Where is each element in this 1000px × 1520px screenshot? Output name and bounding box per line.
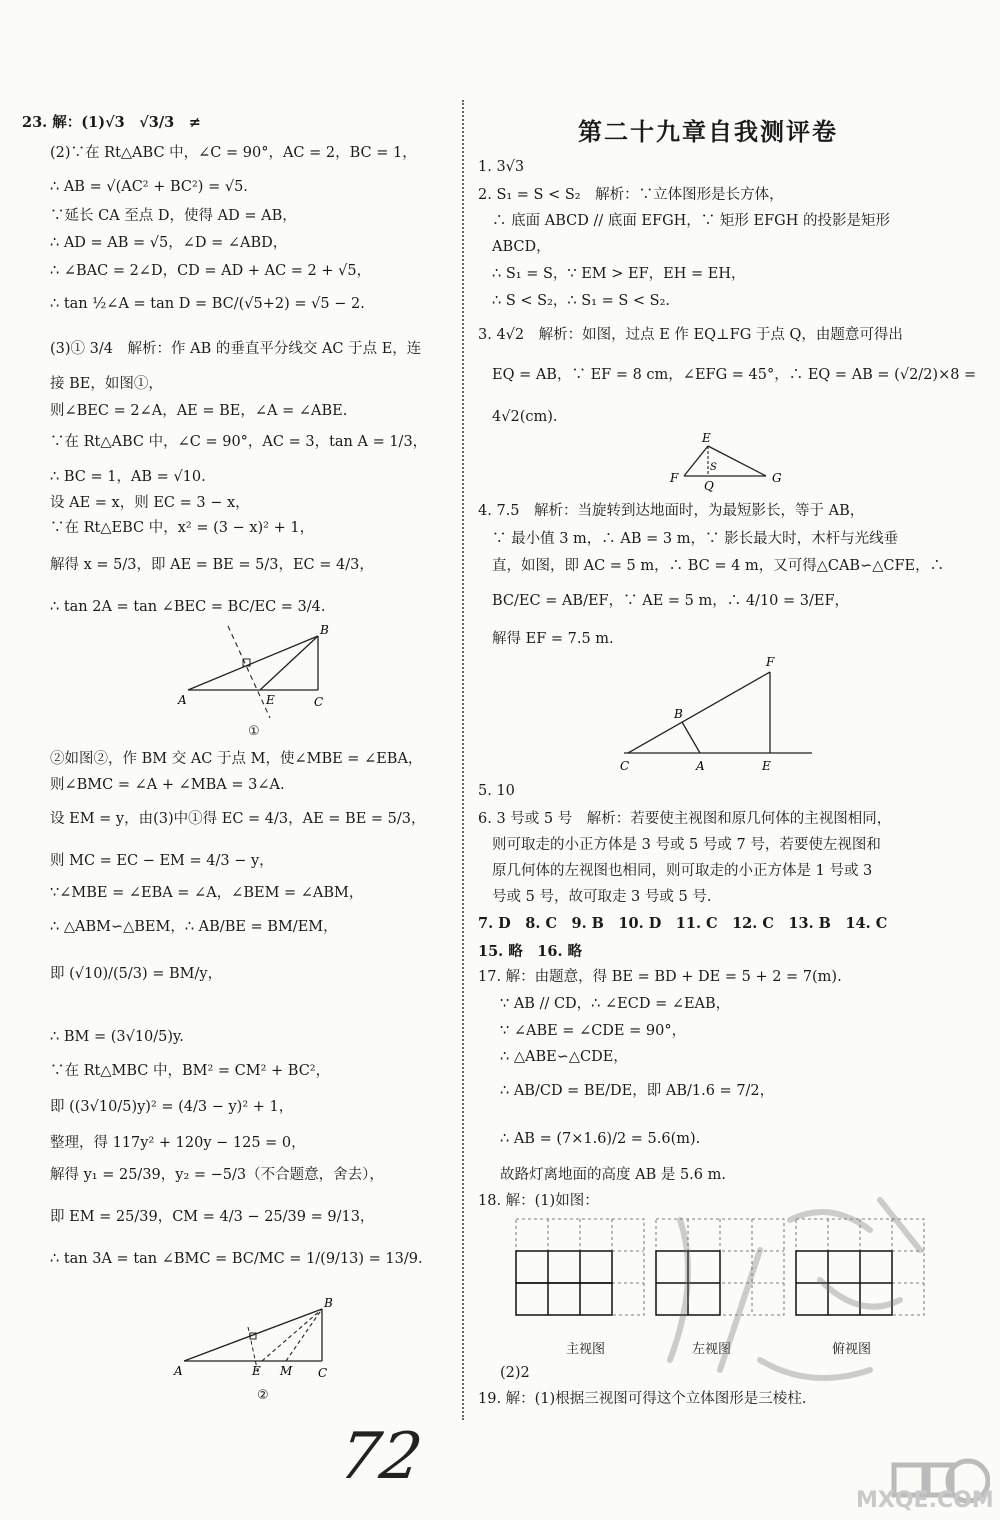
answer-line: 7. D 8. C 9. B 10. D 11. C 12. C 13. B 14. C — [478, 915, 888, 932]
q23-line: ∴ tan 2A = tan ∠BEC = BC/EC = 3/4. — [50, 599, 326, 615]
answer-line: 原几何体的左视图也相同，则可取走的小正方体是 1 号或 3 — [492, 863, 873, 879]
q23-line: 则∠BEC = 2∠A，AE = BE，∠A = ∠ABE. — [50, 403, 348, 419]
figure-4 — [620, 652, 820, 774]
watermark-stamp-icon — [640, 1160, 940, 1410]
figure-1-label: ① — [248, 724, 260, 739]
q23-line: 解得 y₁ = 25/39，y₂ = −5/3（不合题意，舍去）， — [50, 1167, 384, 1183]
q23-line: 则 MC = EC − EM = 4/3 − y， — [50, 853, 274, 869]
q23-line: ∵在 Rt△ABC 中，∠C = 90°，AC = 3，tan A = 1/3， — [50, 434, 428, 450]
q23-line: ∴ BM = (3√10/5)y. — [50, 1029, 184, 1045]
figure-2-label: ② — [257, 1388, 269, 1403]
q23-line: (3)① 3/4 解析：作 AB 的垂直平分线交 AC 于点 E，连 — [50, 341, 422, 357]
watermark-url: MXQE.COM — [856, 1488, 994, 1513]
answer-line: 19. 解：(1)根据三视图可得这个立体图形是三棱柱. — [478, 1391, 807, 1407]
svg-text:C: C — [314, 695, 324, 709]
left-view-label: 左视图 — [692, 1342, 732, 1357]
q23-line: ∵延长 CA 至点 D，使得 AD = AB， — [50, 208, 297, 224]
answer-line: ∴ S < S₂，∴ S₁ = S < S₂. — [492, 293, 670, 309]
answer-line: EQ = AB，∵ EF = 8 cm，∠EFG = 45°，∴ EQ = AB = (√2/2)×8 = — [492, 367, 977, 383]
q23-line: ∴ △ABM∽△BEM，∴ AB/BE = BM/EM， — [50, 919, 338, 935]
figure-2 — [170, 1295, 340, 1385]
svg-text:E: E — [762, 759, 771, 773]
svg-text:A: A — [178, 693, 187, 707]
handwritten-page-number: 72 — [334, 1420, 427, 1494]
svg-text:S: S — [710, 462, 717, 473]
svg-text:Q: Q — [704, 479, 714, 493]
figure-3 — [666, 432, 796, 494]
q23-line: ②如图②，作 BM 交 AC 于点 M，使∠MBE = ∠EBA， — [50, 751, 423, 767]
column-divider — [462, 100, 464, 1420]
q23-line: 即 (√10)/(5/3) = BM/y， — [50, 966, 223, 982]
answer-line: 直，如图，即 AC = 5 m，∴ BC = 4 m，又可得△CAB∽△CFE，∴ — [492, 558, 945, 574]
svg-text:B: B — [674, 707, 683, 721]
answer-line: 15. 略 16. 略 — [478, 943, 583, 960]
q23-line: 接 BE，如图①， — [50, 376, 163, 392]
q23-header: 23. 解：(1)√3 √3/3 ≠ — [22, 114, 201, 131]
top-view-label: 俯视图 — [832, 1342, 872, 1357]
q23-line: ∵在 Rt△MBC 中，BM² = CM² + BC²， — [50, 1063, 331, 1079]
q23-line: 整理，得 117y² + 120y − 125 = 0， — [50, 1135, 306, 1151]
q23-line: 解得 x = 5/3，即 AE = BE = 5/3，EC = 4/3， — [50, 557, 374, 573]
answer-line: ∴ △ABE∽△CDE， — [500, 1049, 628, 1065]
answer-line: 解得 EF = 7.5 m. — [492, 631, 614, 647]
svg-text:B: B — [324, 1296, 333, 1310]
answer-line: ∵ ∠ABE = ∠CDE = 90°， — [500, 1023, 687, 1039]
q23-line: ∴ tan 3A = tan ∠BMC = BC/MC = 1/(9/13) = 13/9. — [50, 1251, 423, 1267]
q23-line: ∵∠MBE = ∠EBA = ∠A，∠BEM = ∠ABM， — [50, 885, 364, 901]
q23-line: 即 ((3√10/5)y)² = (4/3 − y)² + 1， — [50, 1099, 294, 1115]
svg-text:E: E — [702, 432, 711, 445]
svg-text:G: G — [772, 471, 782, 485]
answer-line: ∵ 最小值 3 m，∴ AB = 3 m，∵ 影长最大时，木杆与光线垂 — [492, 531, 899, 547]
answer-line: 故路灯离地面的高度 AB 是 5.6 m. — [500, 1167, 726, 1183]
answer-line: 3. 4√2 解析：如图，过点 E 作 EQ⊥FG 于点 Q，由题意可得出 — [478, 327, 903, 343]
answer-line: 4. 7.5 解析：当旋转到达地面时，为最短影长，等于 AB， — [478, 503, 865, 519]
q23-line: ∴ tan ½∠A = tan D = BC/(√5+2) = √5 − 2. — [50, 296, 365, 312]
answer-line: 则可取走的小正方体是 3 号或 5 号或 7 号，若要使左视图和 — [492, 837, 881, 853]
answer-line: ∴ AB/CD = BE/DE，即 AB/1.6 = 7/2， — [500, 1083, 775, 1099]
answer-line: 号或 5 号，故可取走 3 号或 5 号. — [492, 889, 712, 905]
q23-line: ∴ ∠BAC = 2∠D，CD = AD + AC = 2 + √5， — [50, 263, 372, 279]
answer-line: 5. 10 — [478, 783, 515, 799]
q23-line: ∵在 Rt△EBC 中，x² = (3 − x)² + 1， — [50, 520, 315, 536]
q23-line: ∴ AD = AB = √5，∠D = ∠ABD， — [50, 235, 288, 251]
q23-line: ∴ AB = √(AC² + BC²) = √5. — [50, 179, 248, 195]
svg-text:M: M — [280, 1364, 293, 1378]
svg-text:A: A — [174, 1364, 183, 1378]
q23-line: 设 AE = x，则 EC = 3 − x， — [50, 495, 250, 511]
chapter-title: 第二十九章自我测评卷 — [578, 118, 838, 146]
answer-line: ∴ 底面 ABCD // 底面 EFGH，∵ 矩形 EFGH 的投影是矩形 — [492, 213, 891, 229]
answer-line: 6. 3 号或 5 号 解析：若要使主视图和原几何体的主视图相同， — [478, 811, 892, 827]
svg-text:A: A — [696, 759, 705, 773]
answer-line: 17. 解：由题意，得 BE = BD + DE = 5 + 2 = 7(m). — [478, 969, 842, 985]
answer-line: ∵ AB // CD，∴ ∠ECD = ∠EAB， — [500, 996, 731, 1012]
answer-line: 1. 3√3 — [478, 159, 525, 175]
answer-line: ABCD， — [492, 239, 551, 255]
svg-text:C: C — [318, 1366, 328, 1380]
answer-line: ∴ AB = (7×1.6)/2 = 5.6(m). — [500, 1131, 701, 1147]
front-view-label: 主视图 — [566, 1342, 606, 1357]
q23-line: ∴ BC = 1，AB = √10. — [50, 469, 206, 485]
answer-line: BC/EC = AB/EF，∵ AE = 5 m，∴ 4/10 = 3/EF， — [492, 593, 850, 609]
svg-text:E: E — [266, 693, 275, 707]
answer-line: 18. 解：(1)如图： — [478, 1193, 599, 1209]
q23-line: 设 EM = y，由(3)中①得 EC = 4/3，AE = BE = 5/3， — [50, 811, 426, 827]
q23-line: (2)∵在 Rt△ABC 中，∠C = 90°，AC = 2，BC = 1， — [50, 145, 417, 161]
svg-text:C: C — [620, 759, 630, 773]
answer-line: ∴ S₁ = S，∵ EM > EF，EH = EH， — [492, 266, 746, 282]
svg-text:F: F — [766, 655, 775, 669]
answer-line: (2)2 — [500, 1365, 530, 1381]
svg-text:E: E — [252, 1364, 261, 1378]
answer-line: 4√2(cm). — [492, 409, 558, 425]
svg-text:F: F — [670, 471, 679, 485]
q23-line: 即 EM = 25/39，CM = 4/3 − 25/39 = 9/13， — [50, 1209, 375, 1225]
svg-text:B: B — [320, 623, 329, 637]
answer-line: 2. S₁ = S < S₂ 解析：∵立体图形是长方体， — [478, 187, 784, 203]
q23-line: 则∠BMC = ∠A + ∠MBA = 3∠A. — [50, 777, 285, 793]
